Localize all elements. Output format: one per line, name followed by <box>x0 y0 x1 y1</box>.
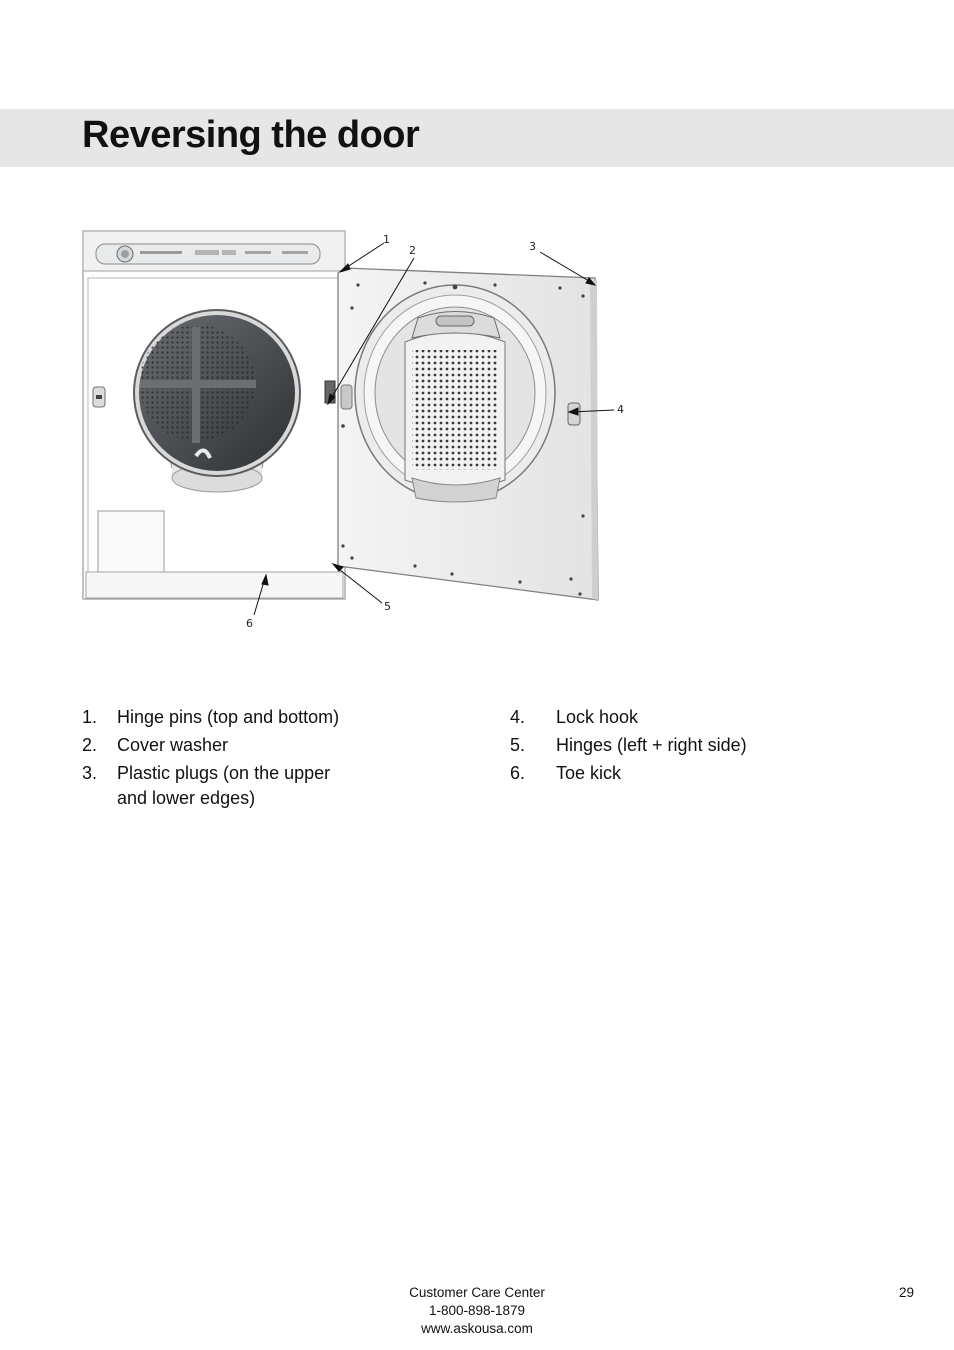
legend-text: Hinge pins (top and bottom) <box>117 707 340 727</box>
dryer-cabinet <box>83 231 345 599</box>
callout-2: 2 <box>409 244 416 257</box>
callout-6: 6 <box>246 617 253 630</box>
legend-number: 4. <box>510 707 526 727</box>
page-number: 29 <box>898 1285 914 1300</box>
legend-number: 1. <box>82 707 98 727</box>
legend-number: 6. <box>510 763 526 783</box>
legend-item <box>510 705 810 730</box>
callout-5: 5 <box>384 600 391 613</box>
footer-contact <box>377 1284 577 1338</box>
footer-website: www.askousa.com <box>421 1321 533 1336</box>
footer-line-1: Customer Care Center <box>409 1285 545 1300</box>
legend-text: Plastic plugs (on the upper and lower edges) <box>117 763 331 808</box>
legend-text: Hinges (left + right side) <box>556 735 747 755</box>
footer-phone: 1-800-898-1879 <box>428 1303 526 1318</box>
legend-column-left <box>82 705 382 814</box>
legend-item <box>82 733 382 758</box>
legend-number: 3. <box>82 763 98 783</box>
page-title: Reversing the door <box>82 114 420 156</box>
callout-1: 1 <box>383 233 390 246</box>
dryer-illustration <box>0 0 954 660</box>
callout-4: 4 <box>617 403 624 416</box>
legend-number: 5. <box>510 735 526 755</box>
legend-item <box>510 761 810 786</box>
legend-column-right <box>510 705 810 789</box>
legend-text: Toe kick <box>556 763 622 783</box>
dryer-door <box>338 268 598 600</box>
legend-text: Lock hook <box>556 707 639 727</box>
legend-number: 2. <box>82 735 98 755</box>
legend-item <box>510 733 810 758</box>
legend-item <box>82 761 382 811</box>
legend-item <box>82 705 382 730</box>
callout-3: 3 <box>529 240 536 253</box>
legend-text: Cover washer <box>117 735 229 755</box>
